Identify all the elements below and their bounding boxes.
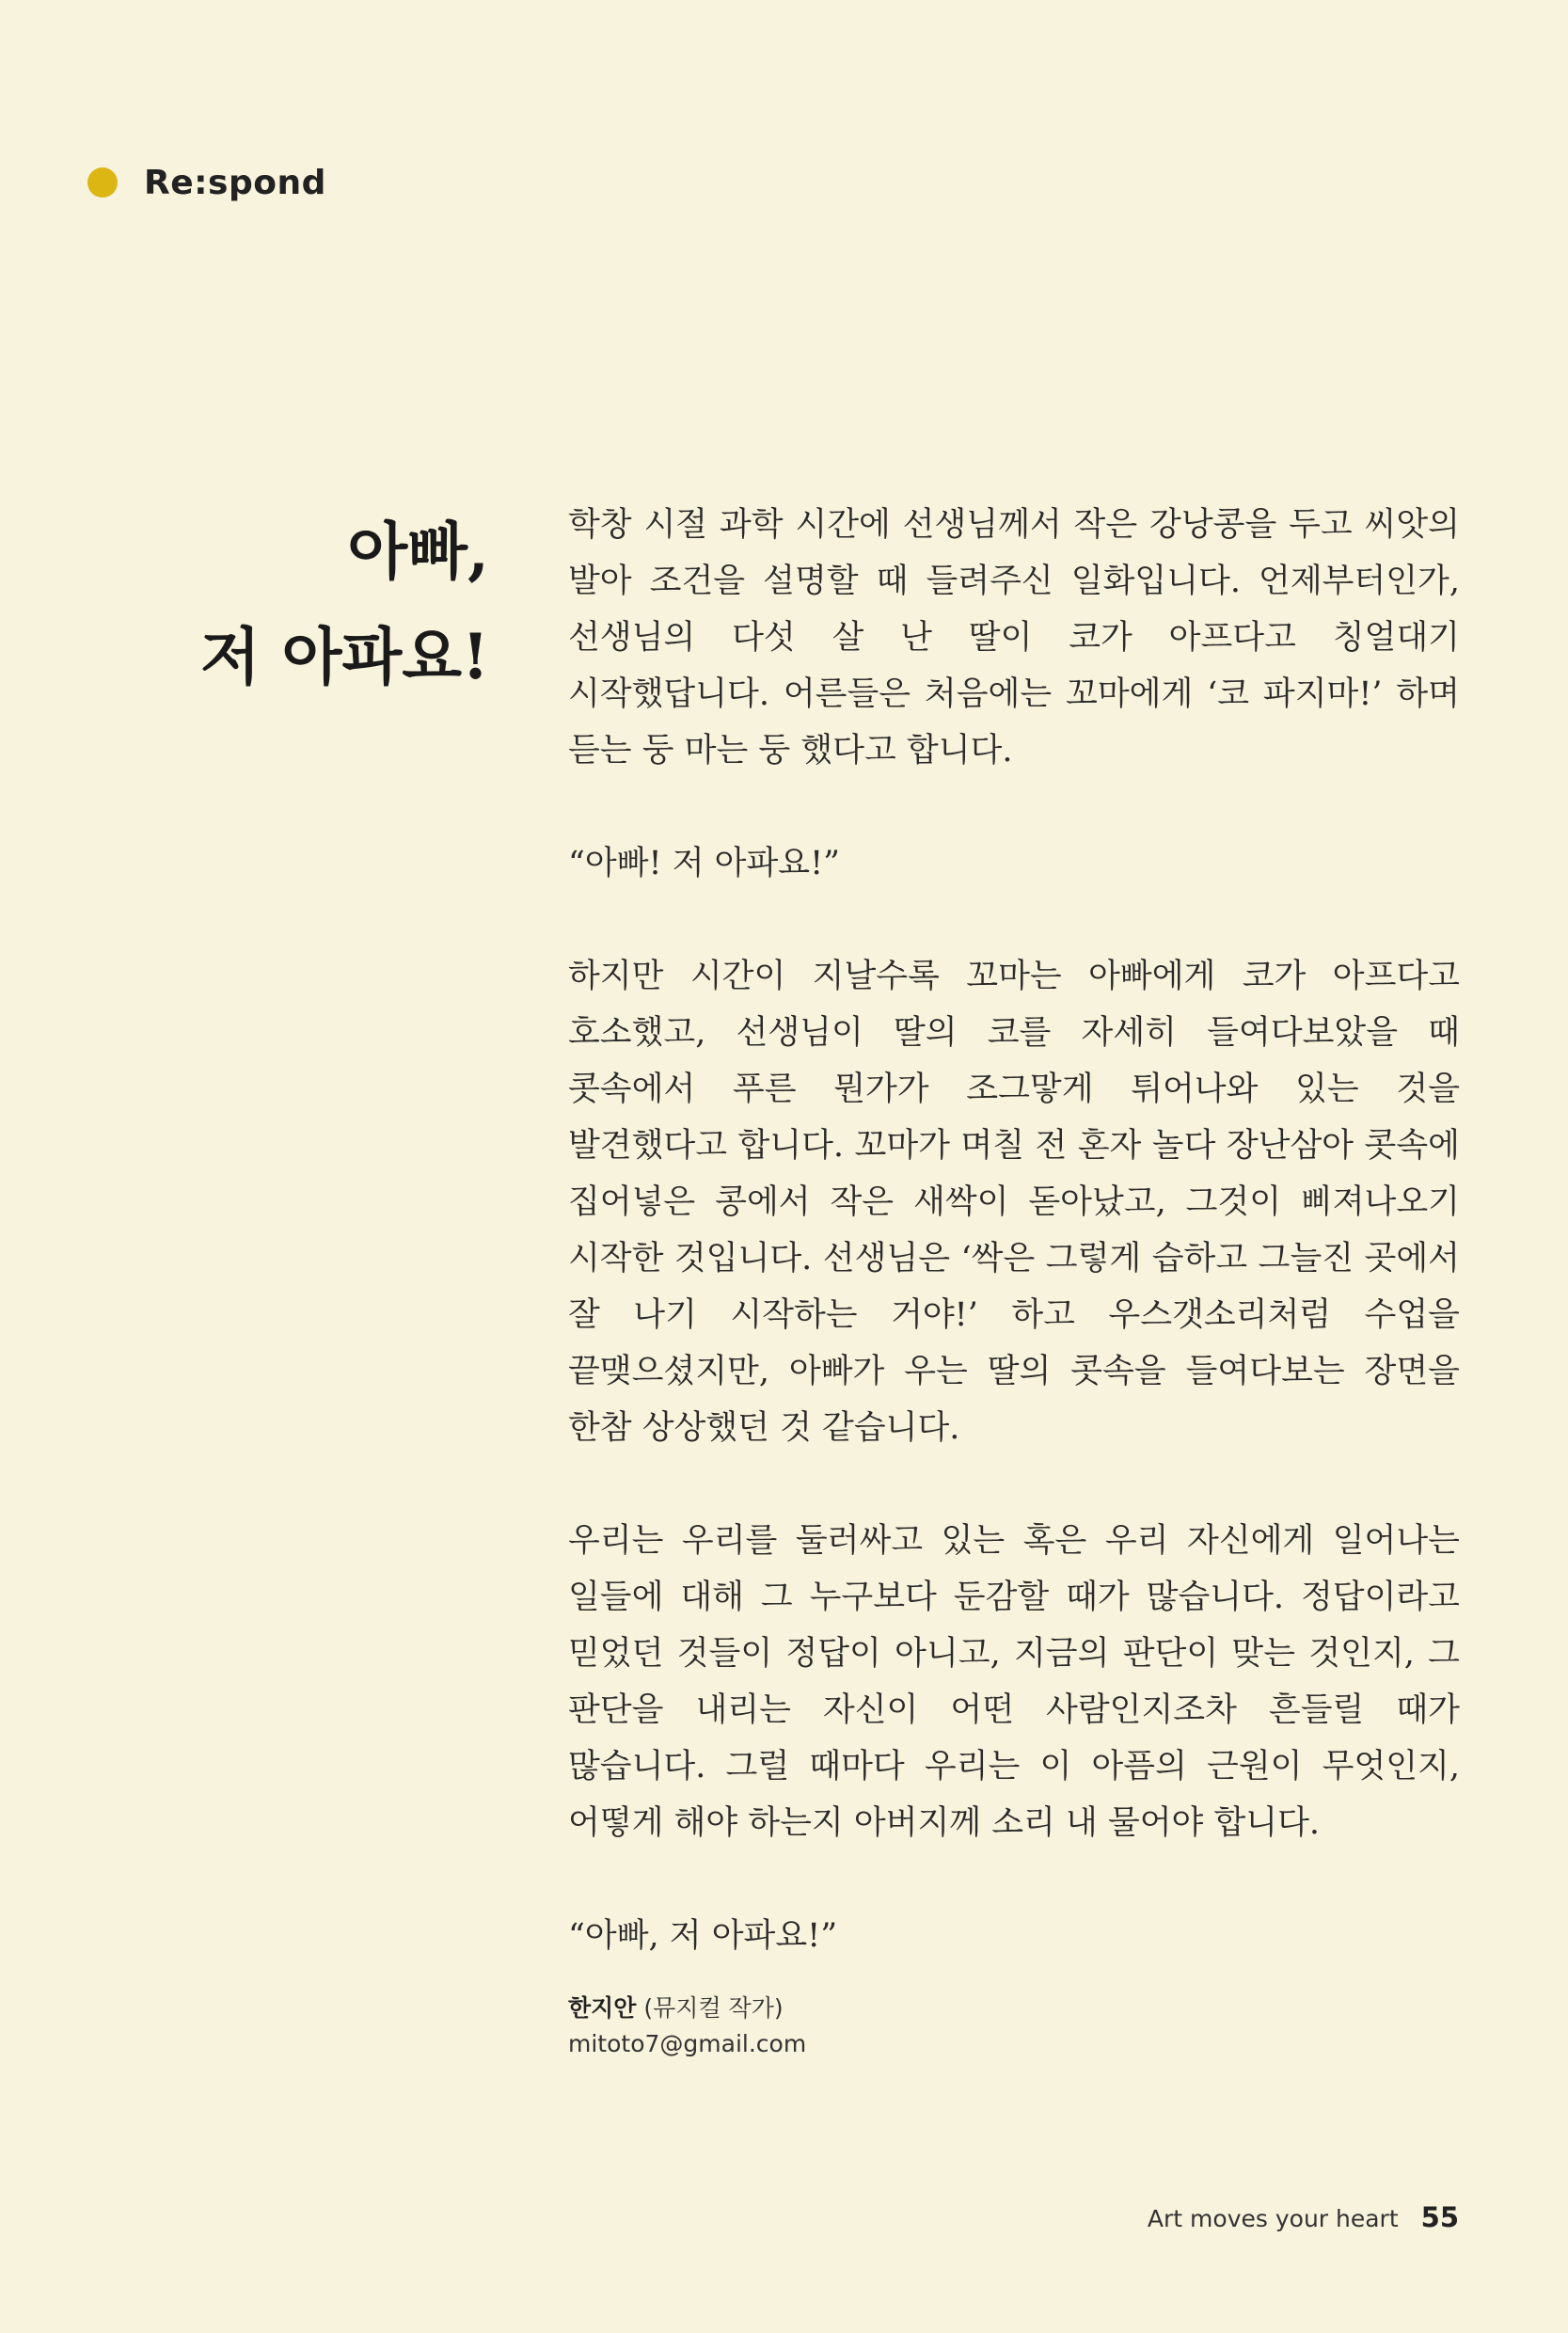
footer-tagline: Art moves your heart [1147,2205,1399,2232]
article-quote-1: “아빠! 저 아파요!” [568,845,841,882]
author-line [568,1991,806,2026]
article-paragraph-1: 학창 시절 과학 시간에 선생님께서 작은 강낭콩을 두고 씨앗의 발아 조건을 설명할 때 들려주신 일화입니다. 언제부터인가, 선생님의 다섯 살 난 딸이 코가 아프다고 칭얼대기 시작했답니다. 어른들은 처음에는 꼬마에게 ‘코 파지마!’ 하며 듣는 둥 마는 둥 했다고 합니다. [568,506,1460,770]
article-paragraph-2: 하지만 시간이 지날수록 꼬마는 아빠에게 코가 아프다고 호소했고, 선생님이 딸의 코를 자세히 들여다보았을 때 콧속에서 푸른 뭔가가 조그맣게 튀어나와 있는 것을 발견했다고 합니다. 꼬마가 며칠 전 혼자 놀다 장난삼아 콧속에 집어넣은 콩에서 작은 새싹이 돋아났고, 그것이 삐져나오기 시작한 것입니다. 선생님은 ‘싹은 그렇게 습하고 그늘진 곳에서 잘 나기 시작하는 거야!’ 하고 우스갯소리처럼 수업을 끝맺으셨지만, 아빠가 우는 딸의 콧속을 들여다보는 장면을 한참 상상했던 것 같습니다. [568,958,1460,1447]
author-role: (뮤지컬 작가) [643,1994,784,2022]
article-body [568,497,1460,2021]
section-label [87,158,326,207]
section-bullet-icon [87,167,118,198]
article-headline [200,499,489,709]
author-email[interactable]: mitoto7@gmail.com [568,2030,807,2057]
section-title: Re:spond [144,163,326,202]
article-paragraph-3: 우리는 우리를 둘러싸고 있는 혹은 우리 자신에게 일어나는 일들에 대해 그 누구보다 둔감할 때가 많습니다. 정답이라고 믿었던 것들이 정답이 아니고, 지금의 판단이 맞는 것인지, 그 판단을 내리는 자신이 어떤 사람인지조차 흔들릴 때가 많습니다. 그럴 때마다 우리는 이 아픔의 근원이 무엇인지, 어떻게 해야 하는지 아버지께 소리 내 물어야 합니다. [568,1522,1460,1842]
author-name: 한지안 [568,1994,637,2022]
headline-line-1: 아빠, [347,515,489,588]
author-block [568,1991,806,2062]
page-footer [1148,2201,1459,2233]
page-number: 55 [1420,2201,1459,2233]
headline-line-2: 저 아파요! [200,620,489,693]
article-quote-2: “아빠, 저 아파요!” [568,1917,838,1955]
